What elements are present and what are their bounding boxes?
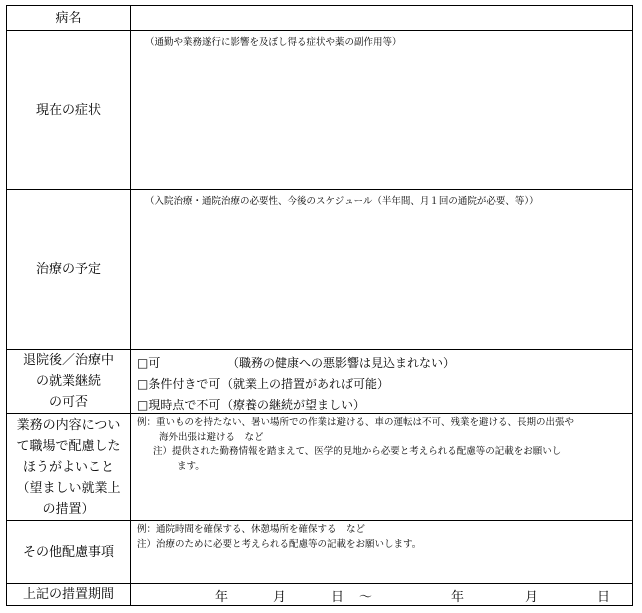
workplace-consideration-label-line: （望ましい就業上: [16, 480, 121, 496]
disease-name-label: 病名: [7, 6, 131, 30]
option-conditional-note: （就業上の措置があれば可能）: [221, 377, 390, 391]
option-not-possible-checkbox[interactable]: □現時点で不可: [137, 398, 221, 412]
measure-period-label: 上記の措置期間: [7, 584, 131, 605]
current-symptoms-label: 現在の症状: [7, 31, 131, 189]
option-possible-checkbox[interactable]: □可: [137, 356, 161, 370]
note-line: 注）治療のために必要と考えられる配慮等の記載をお願いします。: [137, 538, 422, 550]
work-possibility-label-line: の就業継続: [35, 374, 101, 389]
example-line: 海外出張は避ける など: [159, 431, 264, 443]
option-not-possible-note: （療養の継続が望ましい）: [221, 398, 366, 412]
row-treatment-plan: [7, 190, 632, 350]
treatment-plan-note: （入院治療・通院治療の必要性、今後のスケジュール（半年間、月１回の通院が必要、等））: [145, 196, 539, 207]
option-possible-note: （職務の健康への悪影響は見込まれない）: [227, 356, 456, 370]
start-year-unit: 年: [215, 590, 229, 605]
measure-period-field[interactable]: [131, 584, 632, 605]
end-year-unit: 年: [451, 590, 465, 605]
example-line: 例：通院時間を確保する、休憩場所を確保する など: [137, 524, 366, 535]
current-symptoms-note: （通勤や業務遂行に影響を及ぼし得る症状や薬の副作用等）: [145, 37, 402, 48]
work-possibility-label: [7, 350, 131, 413]
work-possibility-options: [131, 350, 632, 413]
row-current-symptoms: [7, 31, 632, 190]
start-day-unit: 日: [331, 590, 345, 605]
workplace-consideration-label-line: ほうがよいこと: [22, 459, 114, 475]
medical-opinion-form: [6, 5, 633, 606]
option-conditional-checkbox[interactable]: □条件付きで可: [137, 377, 221, 391]
note-line: ます。: [177, 460, 205, 472]
workplace-consideration-label-line: の措置）: [42, 501, 95, 517]
workplace-consideration-label: [7, 414, 131, 520]
row-work-possibility: [7, 350, 632, 414]
period-separator: ～: [359, 590, 373, 605]
row-disease-name: [7, 6, 632, 31]
end-day-unit: 日: [597, 590, 611, 605]
other-considerations-label: その他配慮事項: [7, 521, 131, 583]
start-month-unit: 月: [273, 590, 287, 605]
row-other-considerations: [7, 521, 632, 584]
current-symptoms-field[interactable]: [131, 31, 632, 189]
treatment-plan-label: 治療の予定: [7, 190, 131, 349]
treatment-plan-field[interactable]: [131, 190, 632, 349]
workplace-consideration-label-line: て職場で配慮した: [16, 438, 121, 454]
example-line: 例：重いものを持たない、暑い場所での作業は避ける、車の運転は不可、残業を避ける、長期の出張や: [137, 417, 575, 428]
work-possibility-label-line: 退院後／治療中: [22, 353, 114, 368]
note-line: 注）提供された勤務情報を踏まえて、医学的見地から必要と考えられる配慮等の記載をお願いし: [153, 446, 562, 457]
row-workplace-consideration: [7, 414, 632, 521]
workplace-consideration-label-line: 業務の内容につい: [16, 417, 121, 433]
work-possibility-label-line: の可否: [48, 395, 88, 410]
row-measure-period: [7, 584, 632, 605]
workplace-consideration-field[interactable]: [131, 414, 632, 520]
end-month-unit: 月: [525, 590, 539, 605]
disease-name-field[interactable]: [131, 6, 632, 30]
other-considerations-field[interactable]: [131, 521, 632, 583]
